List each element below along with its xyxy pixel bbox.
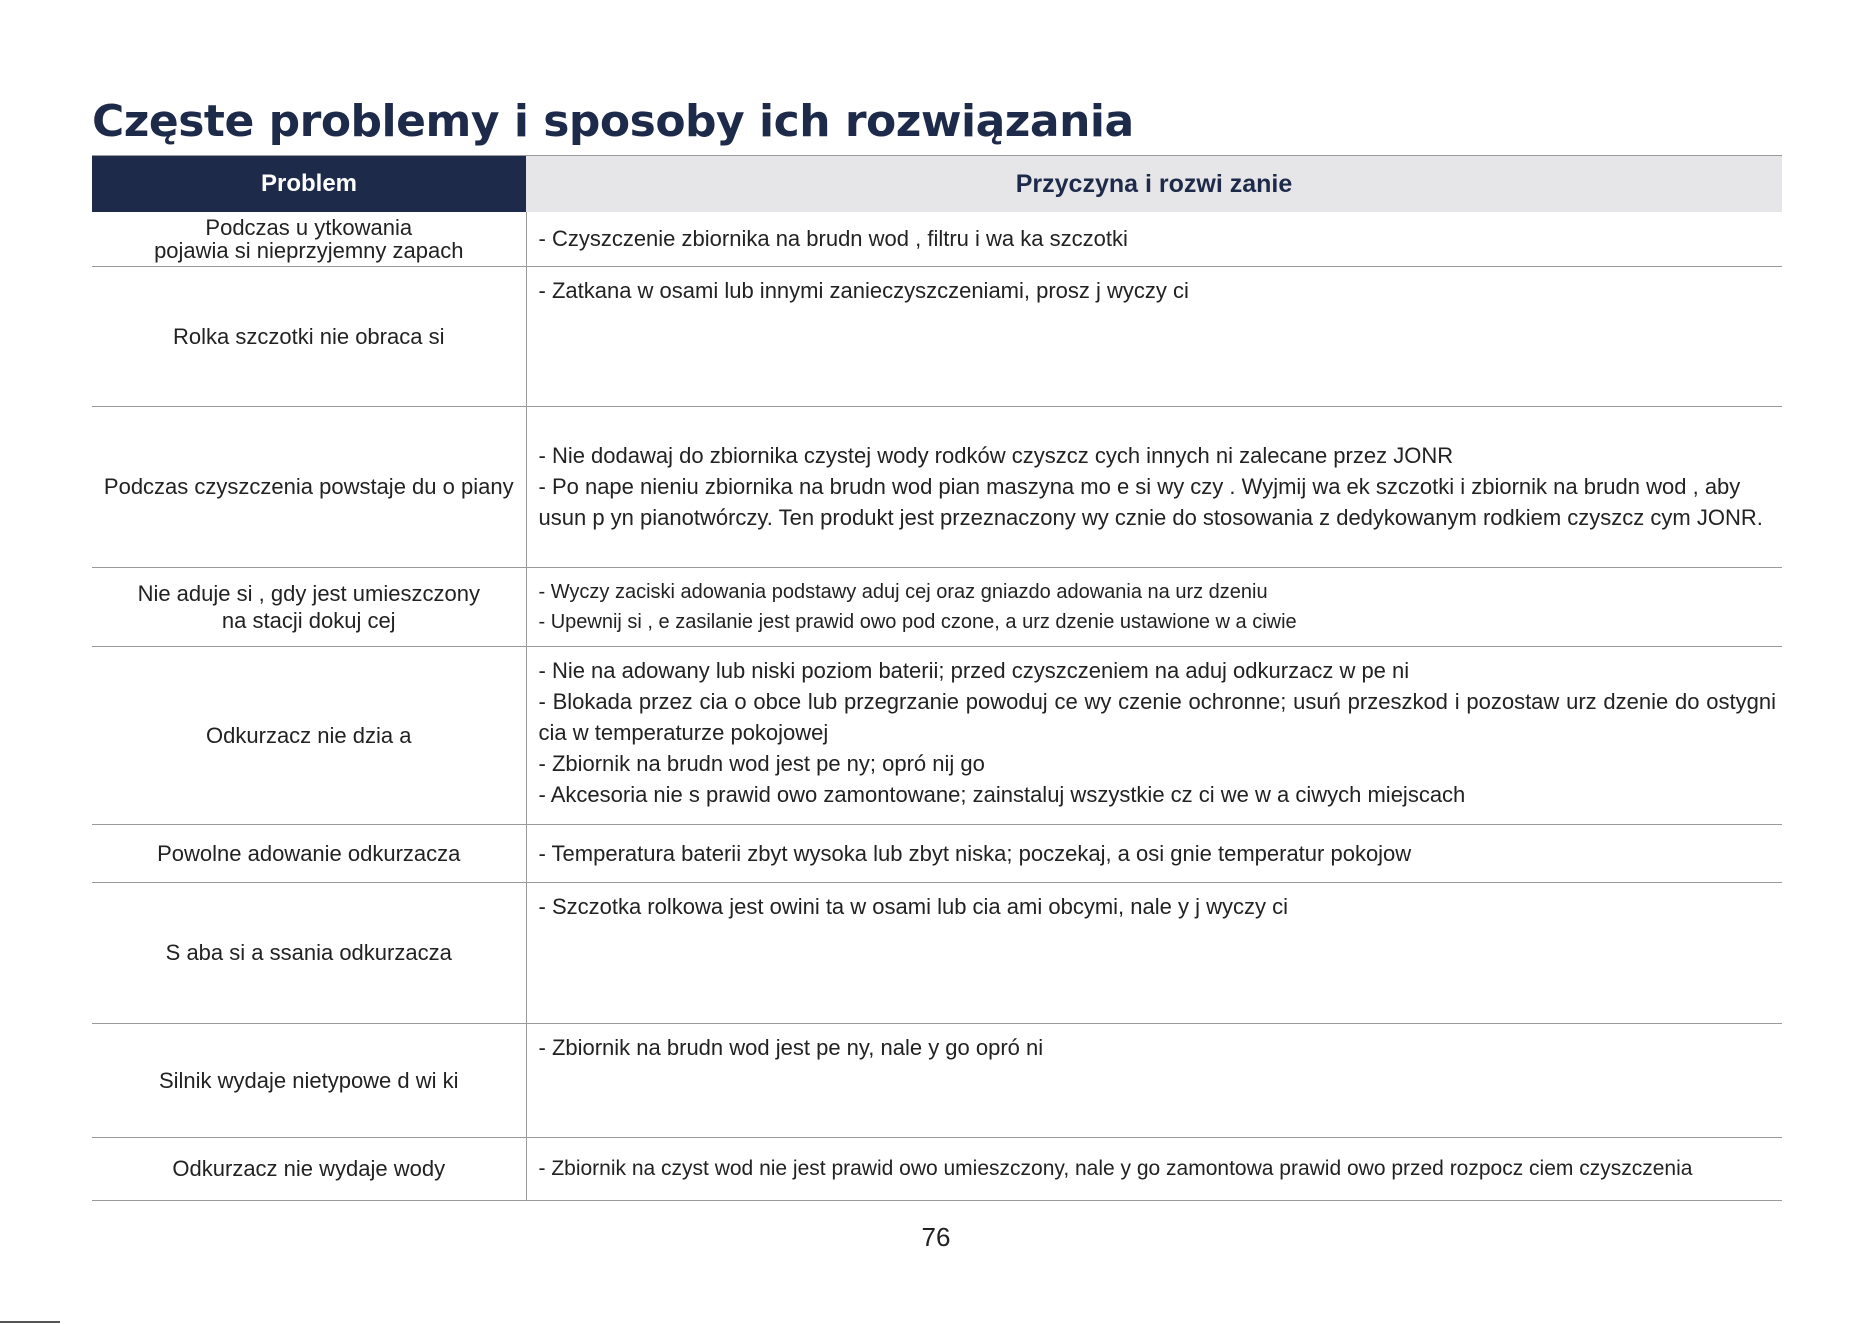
cause-text: - Zbiornik na brudn wod jest pe ny; opró nij go [538,750,985,776]
cause-text: - Po nape nieniu zbiornika na brudn wod pian maszyna mo e si wy czy . Wyjmij wa ek szczotki i zbiornik na brudn wod , aby usun p yn pianotwórczy. Ten produkt jest przeznaczony wy cznie do stosowania z dedykowanym rodkiem czyszcz cym JONR. [538,474,1763,530]
table-row [92,406,1782,567]
table-row [92,882,1782,1023]
cause-cell [526,882,1782,1023]
footer-rule [0,1321,60,1323]
problem-text: Silnik wydaje nietypowe d wi ki [158,1067,459,1093]
problem-cell [92,646,526,824]
header-problem: Problem [92,156,526,213]
page-number: 76 [921,1222,951,1252]
table-row [92,1137,1782,1200]
cause-cell [526,1023,1782,1137]
problem-text: Odkurzacz nie wydaje wody [172,1156,446,1181]
problem-text: Nie aduje si , gdy jest umieszczony [137,580,480,606]
cause-text: - Upewnij si , e zasilanie jest prawid owo pod czone, a urz dzenie ustawione w a ciwie [538,610,1297,633]
problem-text: na stacji dokuj cej [221,607,396,633]
table-row [92,646,1782,824]
cause-text: - Nie na adowany lub niski poziom baterii; przed czyszczeniem na aduj odkurzacz w pe ni [538,657,1410,683]
table-row [92,824,1782,882]
problem-cell [92,266,526,406]
problem-cell [92,1137,526,1200]
cause-text: - Blokada przez cia o obce lub przegrzanie powoduj ce wy czenie ochronne; usuń przeszkod i pozostaw urz dzenie do ostygni cia w temperaturze pokojowej [538,688,1776,745]
cause-text: - Temperatura baterii zbyt wysoka lub zbyt niska; poczekaj, a osi gnie temperatur pokojow [538,840,1412,866]
problem-text: Powolne adowanie odkurzacza [157,840,461,866]
problem-cell [92,824,526,882]
cause-text: - Akcesoria nie s prawid owo zamontowane; zainstaluj wszystkie cz ci we w a ciwych miejscach [538,781,1466,807]
header-cause-solution: Przyczyna i rozwi zanie [526,156,1782,213]
table-row [92,567,1782,646]
problem-cell [92,567,526,646]
cause-text: - Czyszczenie zbiornika na brudn wod , filtru i wa ka szczotki [538,226,1128,252]
cause-text: - Zatkana w osami lub innymi zanieczyszczeniami, prosz j wyczy ci [538,277,1189,303]
troubleshooting-table [92,155,1782,1201]
table-row [92,212,1782,266]
cause-cell [526,646,1782,824]
cause-text: - Zbiornik na brudn wod jest pe ny, nale y go opró ni [538,1034,1044,1060]
cause-cell [526,567,1782,646]
cause-text: - Zbiornik na czyst wod nie jest prawid owo umieszczony, nale y go zamontowa prawid owo przed rozpocz ciem czyszczenia [538,1157,1693,1180]
cause-cell [526,406,1782,567]
cause-cell [526,824,1782,882]
problem-text: Podczas czyszczenia powstaje du o piany [103,474,514,499]
problem-text: Rolka szczotki nie obraca si [173,323,445,349]
problem-text: Odkurzacz nie dzia a [206,722,412,748]
problem-cell [92,212,526,266]
problem-text: Podczas u ytkowania [205,214,413,240]
problem-text: S aba si a ssania odkurzacza [165,940,452,965]
table-row [92,266,1782,406]
table-header-row [92,156,1782,213]
cause-text: - Nie dodawaj do zbiornika czystej wody rodków czyszcz cych innych ni zalecane przez JONR [538,443,1454,468]
cause-cell [526,212,1782,266]
cause-text: - Wyczy zaciski adowania podstawy aduj cej oraz gniazdo adowania na urz dzeniu [538,580,1268,603]
problem-cell [92,1023,526,1137]
cause-cell [526,1137,1782,1200]
table-row [92,1023,1782,1137]
cause-cell [526,266,1782,406]
page-title: Częste problemy i sposoby ich rozwiązania [92,96,1134,147]
cause-text: - Szczotka rolkowa jest owini ta w osami lub cia ami obcymi, nale y j wyczy ci [538,893,1288,919]
problem-text: pojawia si nieprzyjemny zapach [154,237,464,263]
problem-cell [92,882,526,1023]
problem-cell [92,406,526,567]
